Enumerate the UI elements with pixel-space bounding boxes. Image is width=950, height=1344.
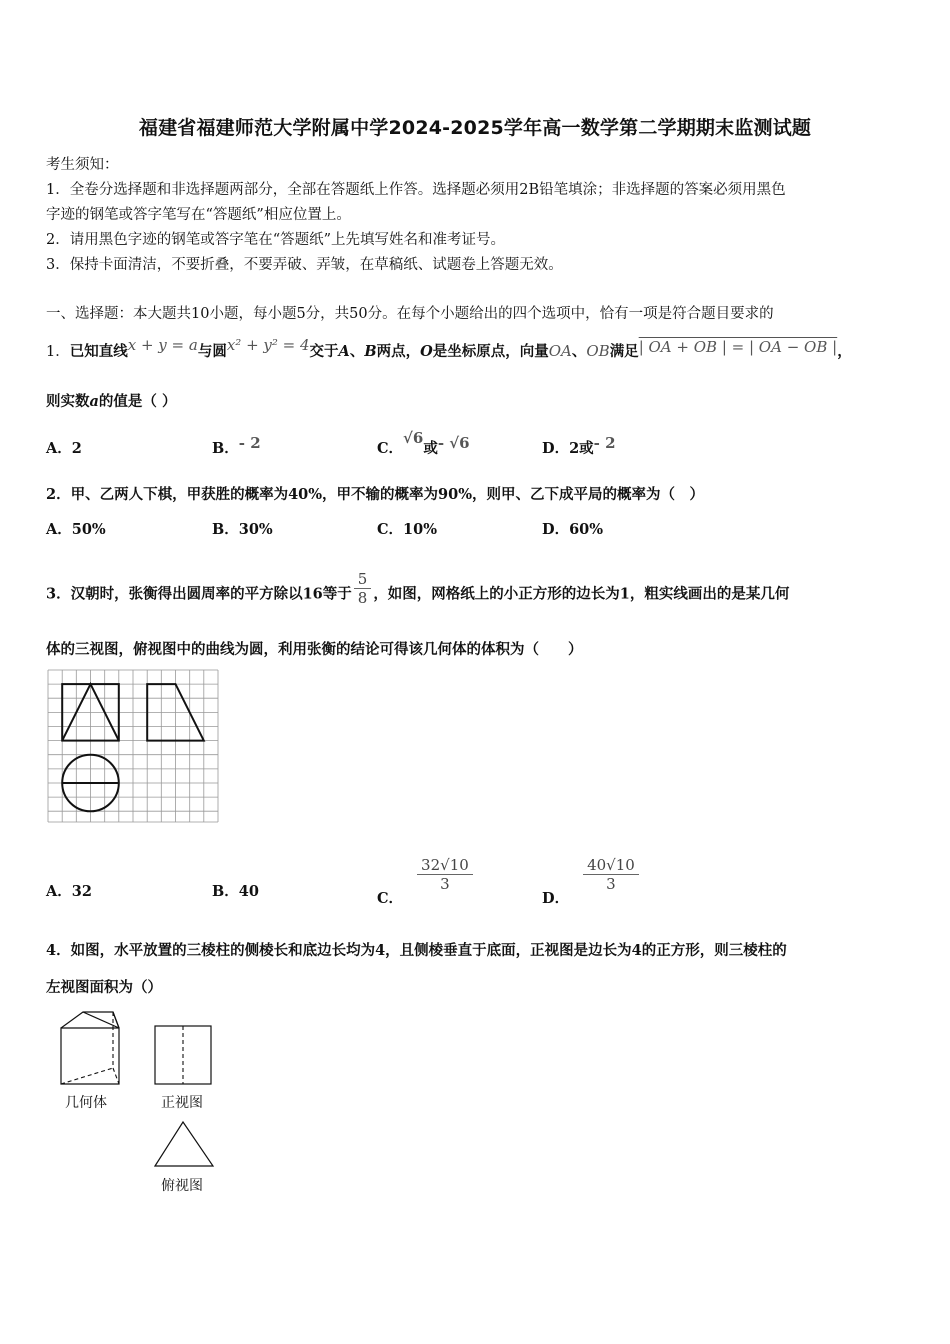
- section-heading: 一、选择题：本大题共10小题，每小题5分，共50分。在每个小题给出的四个选项中，恰有一项是符合题目要求的: [46, 306, 774, 322]
- notice-heading: 考生须知：: [46, 157, 119, 173]
- fraction-numerator: 5: [354, 570, 372, 589]
- question-3: [46, 570, 790, 613]
- option-label: B．: [212, 440, 239, 457]
- three-view-grid-figure: [46, 668, 220, 824]
- q1-option-d[interactable]: [542, 434, 616, 458]
- fraction-numerator: 40√10: [583, 856, 639, 875]
- q1-variable-a: a: [89, 393, 99, 410]
- option-math: - √6: [437, 434, 470, 452]
- fraction-numerator: 32√10: [417, 856, 473, 875]
- q1-text: ，: [837, 343, 852, 360]
- option-math: - 2: [593, 434, 616, 452]
- caption-solid: 几何体: [65, 1095, 107, 1111]
- q1-option-c[interactable]: [377, 429, 470, 458]
- notice-item: 2．请用黑色字迹的钢笔或答字笔在“答题纸”上先填写姓名和准考证号。: [46, 232, 506, 248]
- q2-option-d[interactable]: D．60%: [542, 521, 604, 538]
- option-math: √6: [403, 429, 424, 447]
- q4-line2: 左视图面积为（）: [46, 979, 162, 996]
- q3-option-a[interactable]: A．32: [46, 883, 92, 900]
- prism-solid: [61, 1012, 119, 1084]
- q1-text: 已知直线: [69, 343, 128, 360]
- option-label: C．: [377, 889, 404, 907]
- notice-item: 3．保持卡面清洁，不要折叠，不要弄破、弄皱，在草稿纸、试题卷上答题无效。: [46, 257, 563, 273]
- q1-vector-oa: OA: [548, 342, 572, 360]
- q1-text: 、: [349, 343, 365, 360]
- question-2: 2．甲、乙两人下棋，甲获胜的概率为40%，甲不输的概率为90%，则甲、乙下成平局的概率为（ ）: [46, 486, 704, 503]
- page-title: 福建省福建师范大学附属中学2024-2025学年高一数学第二学期期末监测试题: [138, 117, 812, 139]
- q1-text: 与圆: [197, 343, 227, 360]
- caption-top-view: 俯视图: [161, 1178, 203, 1194]
- q1-text: 两点，: [376, 343, 421, 360]
- caption-front-view: 正视图: [161, 1095, 203, 1111]
- q2-option-c[interactable]: C．10%: [377, 521, 437, 538]
- q1-text: 满足: [609, 343, 639, 360]
- question-number: 1．: [46, 344, 70, 360]
- option-label: C．: [377, 440, 404, 457]
- option-label: D．: [542, 889, 570, 907]
- q1-vector-condition: | OA + OB | = | OA − OB |: [638, 338, 838, 356]
- prism-figure: [55, 1008, 225, 1168]
- q1-text: 的值是（ ）: [98, 393, 177, 410]
- q3-option-d[interactable]: [542, 856, 639, 907]
- q1-line-equation: x + y = a: [127, 336, 198, 354]
- option-fraction: [417, 856, 473, 893]
- q1-point-b: B: [364, 343, 377, 360]
- q1-text: 是坐标原点，向量: [432, 343, 549, 360]
- q3-line2: 体的三视图，俯视图中的曲线为圆，利用张衡的结论可得该几何体的体积为（ ）: [46, 641, 583, 658]
- fraction-denominator: 3: [440, 875, 450, 893]
- q1-line2: [46, 390, 176, 411]
- q2-option-b[interactable]: B．30%: [212, 521, 273, 538]
- option-label: 或: [423, 440, 438, 457]
- q1-text: 交于: [309, 343, 339, 360]
- grid-lines: [48, 670, 218, 822]
- q3-text: 3．汉朝时，张衡得出圆周率的平方除以16等于: [46, 585, 352, 603]
- notice-item: 1．全卷分选择题和非选择题两部分，全部在答题纸上作答。选择题必须用2B铅笔填涂；非选择题的答案必须用黑色: [46, 182, 786, 198]
- q1-text: 则实数: [46, 393, 90, 410]
- option-label: D．2或: [542, 440, 594, 457]
- q1-circle-equation: x² + y² = 4: [226, 336, 310, 354]
- fraction-denominator: 8: [357, 589, 368, 607]
- option-fraction: [583, 856, 639, 893]
- q3-option-c[interactable]: [377, 856, 473, 907]
- top-view-triangle: [155, 1122, 213, 1166]
- question-1: [46, 336, 852, 361]
- fraction-denominator: 3: [606, 875, 616, 893]
- q1-point-a: A: [338, 343, 350, 360]
- q3-option-b[interactable]: B．40: [212, 883, 259, 900]
- question-4: 4．如图，水平放置的三棱柱的侧棱长和底边长均为4，且侧棱垂直于底面，正视图是边长为4的正方形，则三棱柱的: [46, 942, 787, 959]
- prism-hidden-edges: [61, 1012, 119, 1084]
- q2-option-a[interactable]: A．50%: [46, 521, 106, 538]
- q1-text: 、: [571, 343, 587, 360]
- q1-point-o: O: [420, 343, 433, 360]
- q3-text: ，如图，网格纸上的小正方形的边长为1，粗实线画出的是某几何: [373, 585, 790, 603]
- q1-option-b[interactable]: [212, 434, 261, 458]
- notice-item: 字迹的钢笔或答字笔写在“答题纸”相应位置上。: [46, 207, 351, 223]
- q3-fraction: [354, 570, 372, 607]
- option-math: - 2: [238, 434, 261, 452]
- q1-vector-ob: OB: [586, 342, 610, 360]
- q1-option-a[interactable]: A．2: [46, 440, 82, 457]
